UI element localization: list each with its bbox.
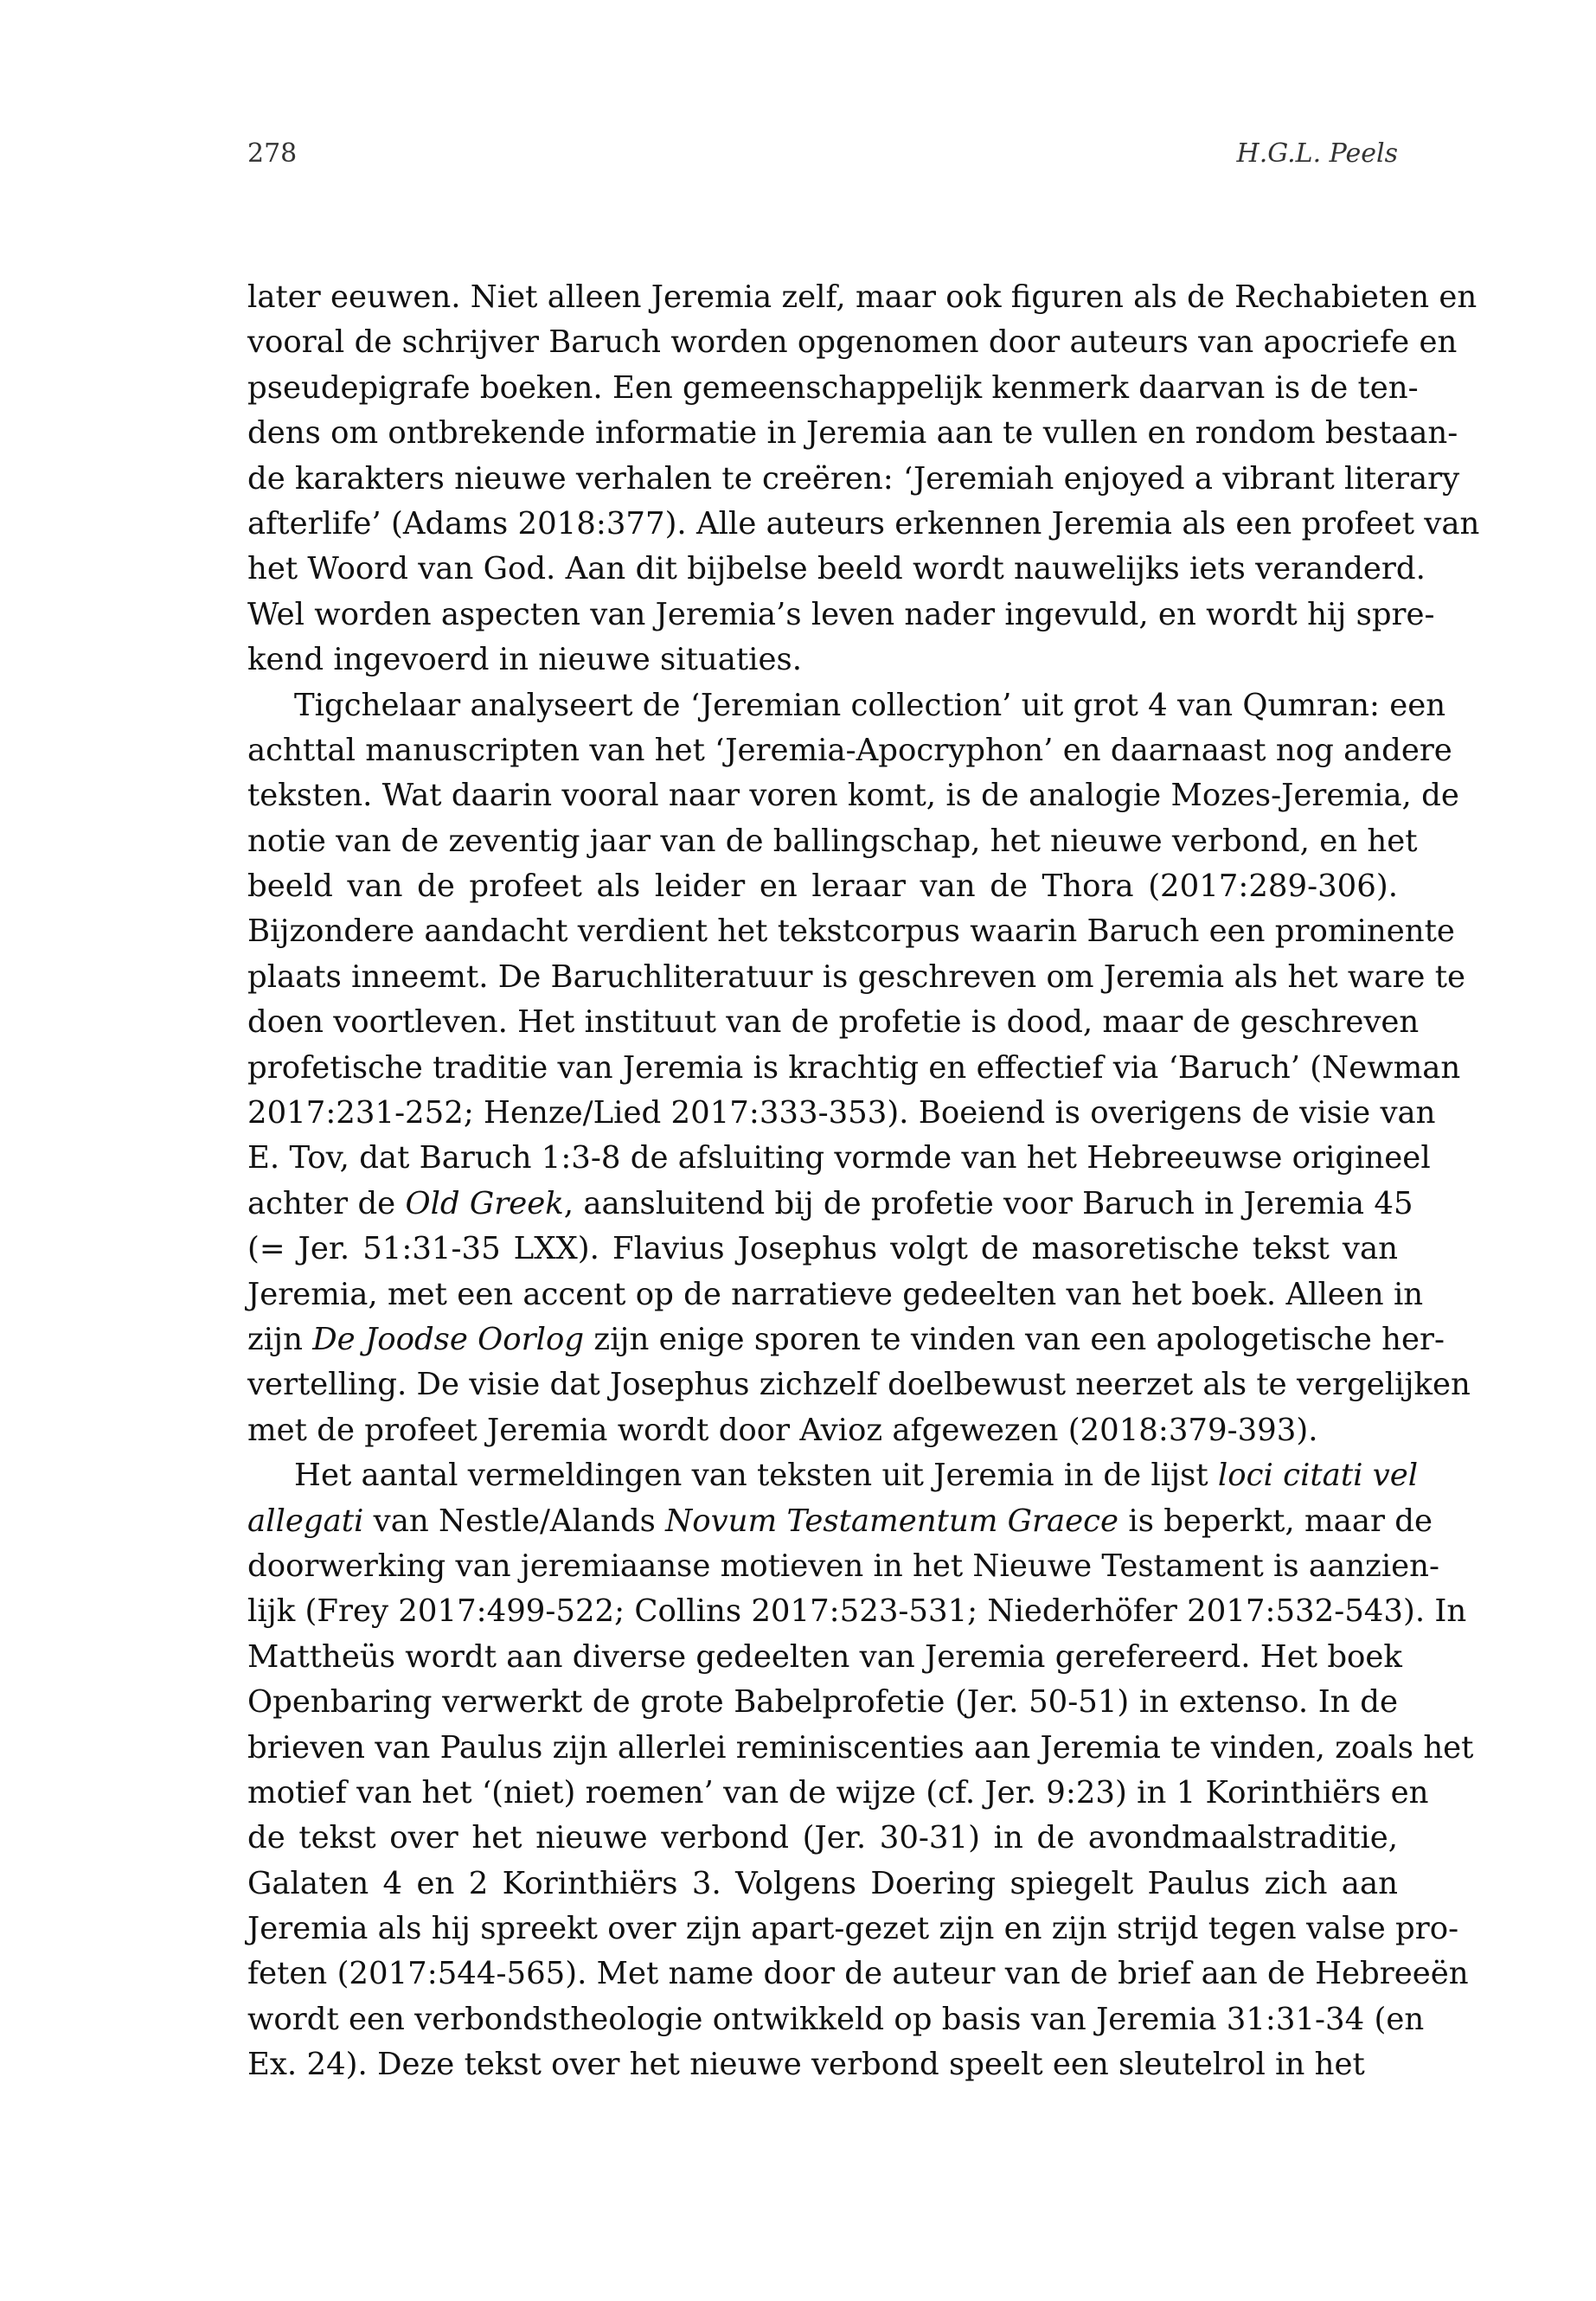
text-line: met de profeet Jeremia wordt door Avioz afgewezen (2018:379-393).: [247, 1412, 1318, 1448]
text-line: brieven van Paulus zijn allerlei reminiscenties aan Jeremia te vinden, zoals het: [247, 1729, 1474, 1766]
text-line: feten (2017:544-565). Met name door de auteur van de brief aan de Hebreeën: [247, 1956, 1469, 1992]
text-line: Jeremia, met een accent op de narratieve gedeelten van het boek. Alleen in: [247, 1276, 1424, 1312]
body-text: [247, 275, 1480, 2088]
text-line: Jeremia als hij spreekt over zijn apart-gezet zijn en zijn strijd tegen valse pro-: [247, 1911, 1459, 1947]
text-line: wordt een verbondstheologie ontwikkeld op basis van Jeremia 31:31-34 (en: [247, 2001, 1425, 2037]
text-line: (= Jer. 51:31-35 LXX). Flavius Josephus volgt de masoretische tekst van: [247, 1231, 1398, 1267]
text-line: allegati van Nestle/Alands Novum Testamentum Graece is beperkt, maar de: [247, 1503, 1433, 1539]
paragraph: [247, 275, 1480, 683]
text-line: Bijzondere aandacht verdient het tekstcorpus waarin Baruch een prominente: [247, 913, 1455, 950]
text-line: Galaten 4 en 2 Korinthiërs 3. Volgens Doering spiegelt Paulus zich aan: [247, 1865, 1398, 1901]
text-line: lijk (Frey 2017:499-522; Collins 2017:523-531; Niederhöfer 2017:532-543). In: [247, 1593, 1467, 1630]
text-line: teksten. Wat daarin vooral naar voren komt, is de analogie Mozes-Jeremia, de: [247, 778, 1459, 814]
text-line: motief van het ‘(niet) roemen’ van de wijze (cf. Jer. 9:23) in 1 Korinthiërs en: [247, 1774, 1429, 1811]
text-line: plaats inneemt. De Baruchliteratuur is geschreven om Jeremia als het ware te: [247, 958, 1466, 995]
text-line: later eeuwen. Niet alleen Jeremia zelf, maar ook figuren als de Rechabieten en: [247, 279, 1477, 315]
text-line: de karakters nieuwe verhalen te creëren: ‘Jeremiah enjoyed a vibrant literary: [247, 460, 1460, 497]
text-line: 2017:231-252; Henze/Lied 2017:333-353). Boeiend is overigens de visie van: [247, 1095, 1436, 1131]
text-line: beeld van de profeet als leider en leraar van de Thora (2017:289-306).: [247, 868, 1398, 905]
text-line: doorwerking van jeremiaanse motieven in het Nieuwe Testament is aanzien-: [247, 1548, 1440, 1584]
text-line: vertelling. De visie dat Josephus zichzelf doelbewust neerzet als te vergelijken: [247, 1367, 1471, 1403]
page-header: [247, 138, 1398, 182]
text-line: zijn De Joodse Oorlog zijn enige sporen te vinden van een apologetische her-: [247, 1321, 1445, 1357]
text-line: kend ingevoerd in nieuwe situaties.: [247, 642, 803, 678]
text-line: dens om ontbrekende informatie in Jeremia aan te vullen en rondom bestaan-: [247, 415, 1458, 452]
text-line: achter de Old Greek, aansluitend bij de profetie voor Baruch in Jeremia 45: [247, 1185, 1413, 1221]
running-head: H.G.L. Peels: [1236, 138, 1398, 169]
text-line: de tekst over het nieuwe verbond (Jer. 30-31) in de avondmaalstraditie,: [247, 1820, 1398, 1856]
text-line: Het aantal vermeldingen van teksten uit Jeremia in de lijst loci citati vel: [294, 1458, 1419, 1494]
page-number: 278: [247, 138, 298, 169]
text-line: pseudepigrafe boeken. Een gemeenschappelijk kenmerk daarvan is de ten-: [247, 369, 1419, 406]
text-line: E. Tov, dat Baruch 1:3-8 de afsluiting vormde van het Hebreeuwse origineel: [247, 1140, 1431, 1176]
paragraph: [247, 683, 1471, 1454]
text-line: doen voortleven. Het instituut van de profetie is dood, maar de geschreven: [247, 1004, 1420, 1041]
text-line: notie van de zeventig jaar van de ballingschap, het nieuwe verbond, en het: [247, 823, 1418, 859]
text-line: Wel worden aspecten van Jeremia’s leven nader ingevuld, en wordt hij spre-: [247, 596, 1435, 632]
text-line: Ex. 24). Deze tekst over het nieuwe verbond speelt een sleutelrol in het: [247, 2047, 1365, 2083]
text-line: vooral de schrijver Baruch worden opgenomen door auteurs van apocriefe en: [247, 324, 1458, 361]
text-line: Tigchelaar analyseert de ‘Jeremian collection’ uit grot 4 van Qumran: een: [294, 687, 1446, 723]
paragraph: [247, 1453, 1474, 2087]
text-line: Mattheüs wordt aan diverse gedeelten van Jeremia gerefereerd. Het boek: [247, 1638, 1402, 1675]
text-line: achttal manuscripten van het ‘Jeremia-Apocryphon’ en daarnaast nog andere: [247, 732, 1452, 768]
text-line: afterlife’ (Adams 2018:377). Alle auteurs erkennen Jeremia als een profeet van: [247, 505, 1480, 542]
text-line: Openbaring verwerkt de grote Babelprofetie (Jer. 50-51) in extenso. In de: [247, 1684, 1398, 1721]
text-line: profetische traditie van Jeremia is krachtig en effectief via ‘Baruch’ (Newman: [247, 1049, 1461, 1086]
text-line: het Woord van God. Aan dit bijbelse beeld wordt nauwelijks iets veranderd.: [247, 551, 1426, 587]
